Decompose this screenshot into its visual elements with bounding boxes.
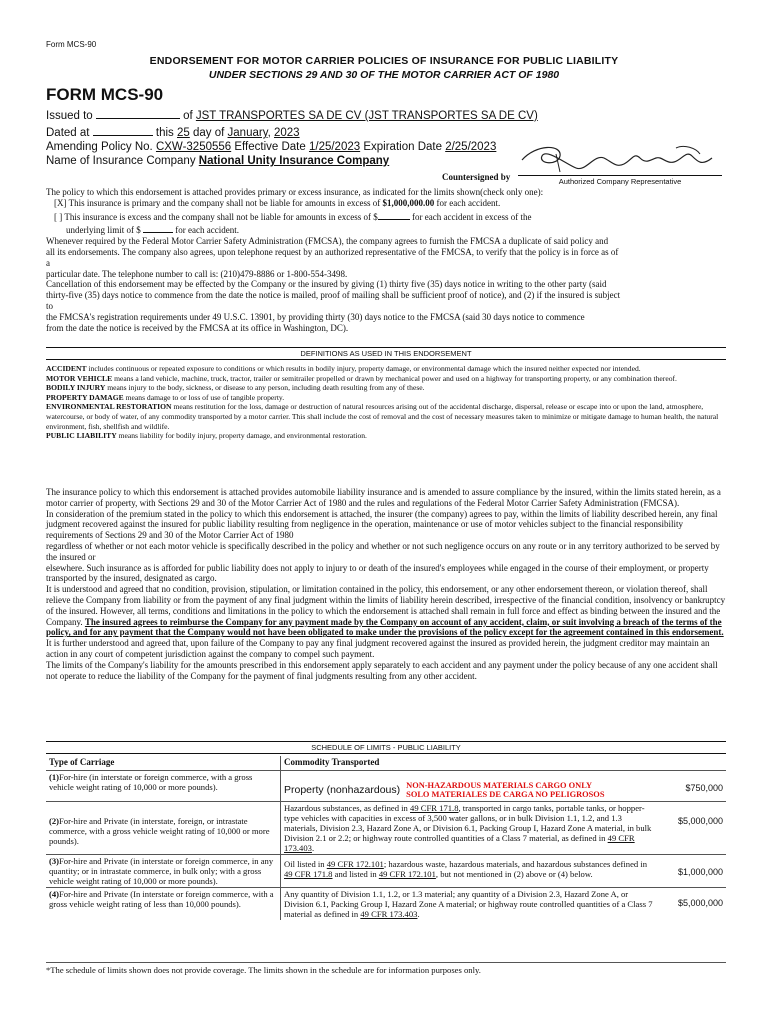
commodity-text: .	[417, 908, 420, 919]
effective-date: 1/25/2023	[308, 141, 361, 153]
carriage-type-text: For-hire and Private (In interstate or foreign commerce, with a gross vehicle weight rating of less than 10,000 pounds).	[49, 888, 274, 909]
title-line-2: UNDER SECTIONS 29 AND 30 OF THE MOTOR CARRIER ACT OF 1980	[208, 69, 560, 81]
fmcsa-line-2: all its endorsements. The company also agrees, upon telephone request by an authorized representative of the FMCSA, to verify that the policy is in force as of	[46, 246, 619, 257]
primary-text-end: for each accident.	[436, 197, 501, 208]
definition-term: PUBLIC LIABILITY	[46, 431, 117, 441]
month-value: January	[227, 127, 268, 139]
definitions-heading: DEFINITIONS AS USED IN THIS ENDORSEMENT	[46, 347, 726, 360]
restriction-note-spanish: SOLO MATERIALES DE CARGA NO PELIGROSOS	[406, 790, 605, 800]
expiration-label: Expiration Date	[363, 141, 442, 153]
definitions-list	[46, 364, 726, 441]
commodity-text: Hazardous substances, as defined in	[284, 802, 408, 813]
company-line	[46, 155, 389, 167]
primary-checkbox: [X]	[54, 197, 67, 208]
commodity-cell	[281, 887, 661, 920]
commodity-cell	[281, 854, 661, 887]
excess-amount-blank	[378, 209, 410, 220]
limit-amount: $5,000,000	[660, 887, 726, 920]
table-header-row	[46, 756, 726, 771]
underlying-text: underlying limit of $	[66, 225, 141, 236]
commodity-text: , transported in cargo tanks, portable tanks, or hopper-type vehicles with capacities in excess of 3,500 water gallons, or in bulk Division 1.1, 1.2, and 1.3 materials, Division 2.3, Hazard Zone A, or Division 6.1, Packing Group I, Hazard Zone A material, in bulk Division 2.1 or 2.2; or highway route controlled quantities of a Class 7 material, as defined in	[284, 802, 652, 843]
policy-label: Amending Policy No.	[46, 141, 153, 153]
title-line-1: ENDORSEMENT FOR MOTOR CARRIER POLICIES OF INSURANCE FOR PUBLIC LIABILITY	[149, 55, 619, 67]
coverage-section	[46, 187, 726, 333]
excess-checkbox: [ ]	[54, 211, 63, 222]
definition-text: means damage to or loss of use of tangible property.	[125, 392, 285, 402]
effective-label: Effective Date	[234, 141, 306, 153]
commodity-text: , but not mentioned in (2) above or (4) below.	[435, 868, 593, 879]
fmcsa-line-4: particular date. The telephone number to call is: (210)479-8886 or 1-800-554-3498.	[46, 268, 348, 279]
commodity-text: Oil listed in	[284, 858, 325, 869]
carriage-type-text: For-hire and Private (in interstate, foreign, or intrastate commerce, with a gross vehicle weight rating of 10,000 or more pounds).	[49, 815, 270, 846]
endorsement-body	[46, 487, 726, 681]
carriage-type-cell	[46, 887, 281, 920]
fmcsa-line-1: Whenever required by the Federal Motor Carrier Safety Administration (FMCSA), the company agrees to furnish the FMCSA a duplicate of said policy and	[46, 236, 609, 247]
column-header-amount	[660, 756, 726, 771]
fmcsa-line-6: thirty-five (35) days notice to commence from the date the notice is mailed, proof of mailing shall be sufficient proof of notice), and (2) if the insured is subject	[46, 290, 621, 301]
row-number: (2)	[49, 815, 60, 826]
commodity-text: Property (nonhazardous)	[284, 784, 401, 797]
countersigned-label: Countersigned by	[442, 172, 511, 182]
row-number: (4)	[49, 888, 60, 899]
underlying-text-end: for each accident.	[175, 225, 239, 236]
definition-text: includes continuous or repeated exposure to conditions or which results in bodily injury, property damage, or environmental damage which the insured neither expected nor intended.	[88, 364, 641, 373]
fmcsa-line-3: a	[46, 257, 50, 268]
body-paragraph-2c: elsewhere. Such insurance as is afforded for public liability does not apply to injury to or death of the insured's employees while engaged in the course of their employment, or property transported by the insured, designated as cargo.	[46, 562, 709, 584]
dated-at-line: Dated at this 25 day of January, 2023	[46, 127, 300, 139]
definition-item	[46, 374, 726, 384]
cfr-reference: 49 CFR 171.8	[284, 868, 333, 879]
definition-item	[46, 383, 726, 393]
reimbursement-clause: The insured agrees to reimburse the Company for any payment made by the Company on account of any accident, claim, or suit involving a breach of the terms of the policy, and for any payment that the Company would not have been obligated to make under the provisions of the policy except for the agreement contained in this endorsement.	[46, 616, 724, 638]
definition-term: ENVIRONMENTAL RESTORATION	[46, 402, 172, 412]
definition-item	[46, 393, 726, 403]
definition-item	[46, 431, 726, 441]
day-of-label: day of	[193, 127, 225, 139]
form-number: FORM MCS-90	[46, 85, 164, 104]
carriage-type-cell	[46, 801, 281, 854]
coverage-intro: The policy to which this endorsement is attached provides primary or excess insurance, as indicated for the limits shown(check only one):	[46, 187, 544, 197]
definition-text: means a land vehicle, machine, truck, tractor, trailer or semitrailer propelled or drawn by mechanical power and used on a highway for transporting property, or any combination thereof.	[114, 373, 677, 383]
excess-text: This insurance is excess and the company shall not be liable for amounts in excess of $	[64, 211, 378, 222]
table-row	[46, 801, 726, 854]
year-value: 2023	[273, 127, 300, 139]
definition-text: means injury to the body, sickness, or disease to any person, including death resulting from any of these.	[107, 383, 425, 393]
definition-term: MOTOR VEHICLE	[46, 373, 113, 383]
company-label: Name of Insurance Company	[46, 155, 196, 167]
schedule-footnote: *The schedule of limits shown does not provide coverage. The limits shown in the schedule are for information purposes only.	[46, 962, 726, 975]
commodity-cell	[281, 771, 661, 802]
primary-text: This insurance is primary and the company shall not be liable for amounts in excess of	[68, 197, 381, 208]
insured-name: JST TRANSPORTES SA DE CV (JST TRANSPORTES SA DE CV)	[195, 110, 538, 122]
company-name: National Unity Insurance Company	[198, 155, 390, 167]
commodity-cell	[281, 801, 661, 854]
limit-amount: $750,000	[660, 771, 726, 802]
restriction-note-english: NON-HAZARDOUS MATERIALS CARGO ONLY	[406, 781, 593, 790]
definition-term: ACCIDENT	[46, 364, 87, 373]
commodity-text: ; hazardous waste, hazardous materials, and hazardous substances defined in	[383, 858, 648, 869]
definition-item	[46, 364, 726, 374]
excess-text-mid: for each accident in excess of the	[412, 211, 532, 222]
commodity-text: Any quantity of Division 1.1, 1.2, or 1.3 material; any quantity of a Division 2.3, Hazard Zone A, or Division 6.1, Packing Group I, Hazard Zone A material; or highway route controlled quantities of a Class 7 material as defined in	[284, 888, 653, 919]
dated-at-blank	[93, 125, 153, 136]
fmcsa-line-5: Cancellation of this endorsement may be effected by the Company or the insured by giving (1) thirty five (35) days notice in writing to the other party (said	[46, 279, 607, 290]
day-value: 25	[177, 127, 190, 139]
limit-amount: $5,000,000	[660, 801, 726, 854]
table-row	[46, 854, 726, 887]
column-header-commodity: Commodity Transported	[284, 757, 380, 767]
row-number: (1)	[49, 772, 60, 782]
commodity-text: and listed in	[334, 868, 377, 879]
of-label: of	[183, 110, 193, 122]
body-paragraph-1: The insurance policy to which this endorsement is attached provides automobile liability insurance and is amended to assure compliance by the insured, within the limits stated herein, as a motor carrier of property, with Sections 29 and 30 of the Motor Carrier Act of 1980 and the rules and regulations of the Federal Motor Carrier Safety Administration (FMCSA).	[46, 487, 721, 508]
schedule-heading: SCHEDULE OF LIMITS - PUBLIC LIABILITY	[46, 741, 726, 754]
table-row	[46, 887, 726, 920]
issued-to-line	[46, 108, 538, 122]
table-row	[46, 771, 726, 802]
underlying-blank	[143, 222, 173, 233]
schedule-table	[46, 756, 726, 920]
issued-to-label: Issued to	[46, 110, 93, 122]
cfr-reference: 49 CFR 172.101	[378, 868, 436, 879]
body-paragraph-3-text: It is understood and agreed that no condition, provision, stipulation, or limitation contained in the policy, this endorsement, or any other endorsement thereon, or violation thereof, shall relieve the Company from liability or from the payment of any final judgment within the limits of liability herein described, irrespective of the financial condition, insolvency or bankruptcy of the insured. However, all terms, conditions and limitations in the policy to which the endorsement is attached shall remain in full force and effect as binding between the insured and the Company.	[46, 584, 726, 627]
body-paragraph-2b: regardless of whether or not each motor vehicle is specifically described in the policy and whether or not such negligence occurs on any route or in any territory authorized to be served by the insured or	[46, 540, 720, 562]
primary-amount: $1,000,000.00	[382, 197, 435, 208]
commodity-text: .	[311, 842, 315, 853]
expiration-date: 2/25/2023	[445, 141, 497, 153]
dated-at-label: Dated at	[46, 127, 90, 139]
carriage-type-cell	[46, 771, 281, 802]
body-paragraph-5: The limits of the Company's liability for the amounts prescribed in this endorsement apply separately to each accident and any payment under the policy because of any one accident shall not operate to reduce the liability of the Company for the payment of final judgments resulting from any other accident.	[46, 659, 718, 681]
body-paragraph-2a: In consideration of the premium stated in the policy to which this endorsement is attached, the insurer (the company) agrees to pay, within the limits of liability described herein, any final judgment recovered against the insured for public liability resulting from negligence in the operation, maintenance or use of motor vehicles subject to the financial responsibility requirements of Sections 29 and 30 of the Motor Carrier Act of 1980	[46, 508, 718, 541]
fmcsa-line-7: to	[46, 300, 54, 311]
carriage-type-text: For-hire and Private (in interstate or foreign commerce, in any quantity; or in intrastate commerce, in bulk only; with a gross vehicle weight rating of 10,000 or more pounds).	[49, 855, 274, 886]
this-label: this	[155, 127, 174, 139]
issued-to-blank	[96, 108, 180, 119]
policy-number: CXW-3250556	[155, 141, 232, 153]
carriage-type-text: For-hire (in interstate or foreign commerce, with a gross vehicle weight rating of 10,000 or more pounds).	[49, 772, 253, 792]
fmcsa-line-8: the FMCSA's registration requirements under 49 U.S.C. 13901, by providing thirty (30) days notice to the FMCSA (said 30 days notice to commence	[46, 311, 585, 322]
definition-text: means liability for bodily injury, property damage, and environmental restoration.	[118, 431, 367, 441]
primary-option	[46, 198, 726, 209]
policy-line	[46, 141, 496, 153]
definition-item	[46, 402, 726, 431]
body-paragraph-3	[46, 584, 726, 638]
cfr-reference: 49 CFR 173.403	[284, 832, 635, 853]
cfr-reference: 49 CFR 173.403	[360, 908, 418, 919]
form-tag: Form MCS-90	[46, 40, 97, 49]
column-header-type: Type of Carriage	[46, 756, 281, 771]
definition-text: means restitution for the loss, damage or destruction of natural resources arising out of the accidental discharge, dispersal, release or escape into or upon the land, atmosphere, watercourse, or body of water, of any commodity transported by a motor carrier. This shall include the cost of removal and the cost of necessary measures taken to minimize or mitigate damage to human health, the natural environment, fish, shellfish and wildlife.	[46, 402, 719, 431]
limit-amount: $1,000,000	[660, 854, 726, 887]
definition-term: BODILY INJURY	[46, 383, 106, 393]
definition-term: PROPERTY DAMAGE	[46, 392, 124, 402]
cfr-reference: 49 CFR 172.101	[326, 858, 384, 869]
body-paragraph-4: It is further understood and agreed that, upon failure of the Company to pay any final judgment recovered against the insured as provided herein, the judgment creditor may maintain an action in any court of competent jurisdiction against the company to compel such payment.	[46, 638, 710, 659]
fmcsa-line-9: from the date the notice is received by the FMCSA at its office in Washington, DC).	[46, 322, 349, 333]
row-number: (3)	[49, 855, 60, 866]
handwritten-signature	[516, 138, 726, 178]
cfr-reference: 49 CFR 171.8	[410, 802, 459, 813]
cargo-restriction-note	[406, 781, 604, 800]
carriage-type-cell	[46, 854, 281, 887]
authorized-rep-label: Authorized Company Representative	[518, 175, 722, 186]
excess-option	[46, 209, 726, 223]
underlying-limit	[46, 222, 726, 236]
